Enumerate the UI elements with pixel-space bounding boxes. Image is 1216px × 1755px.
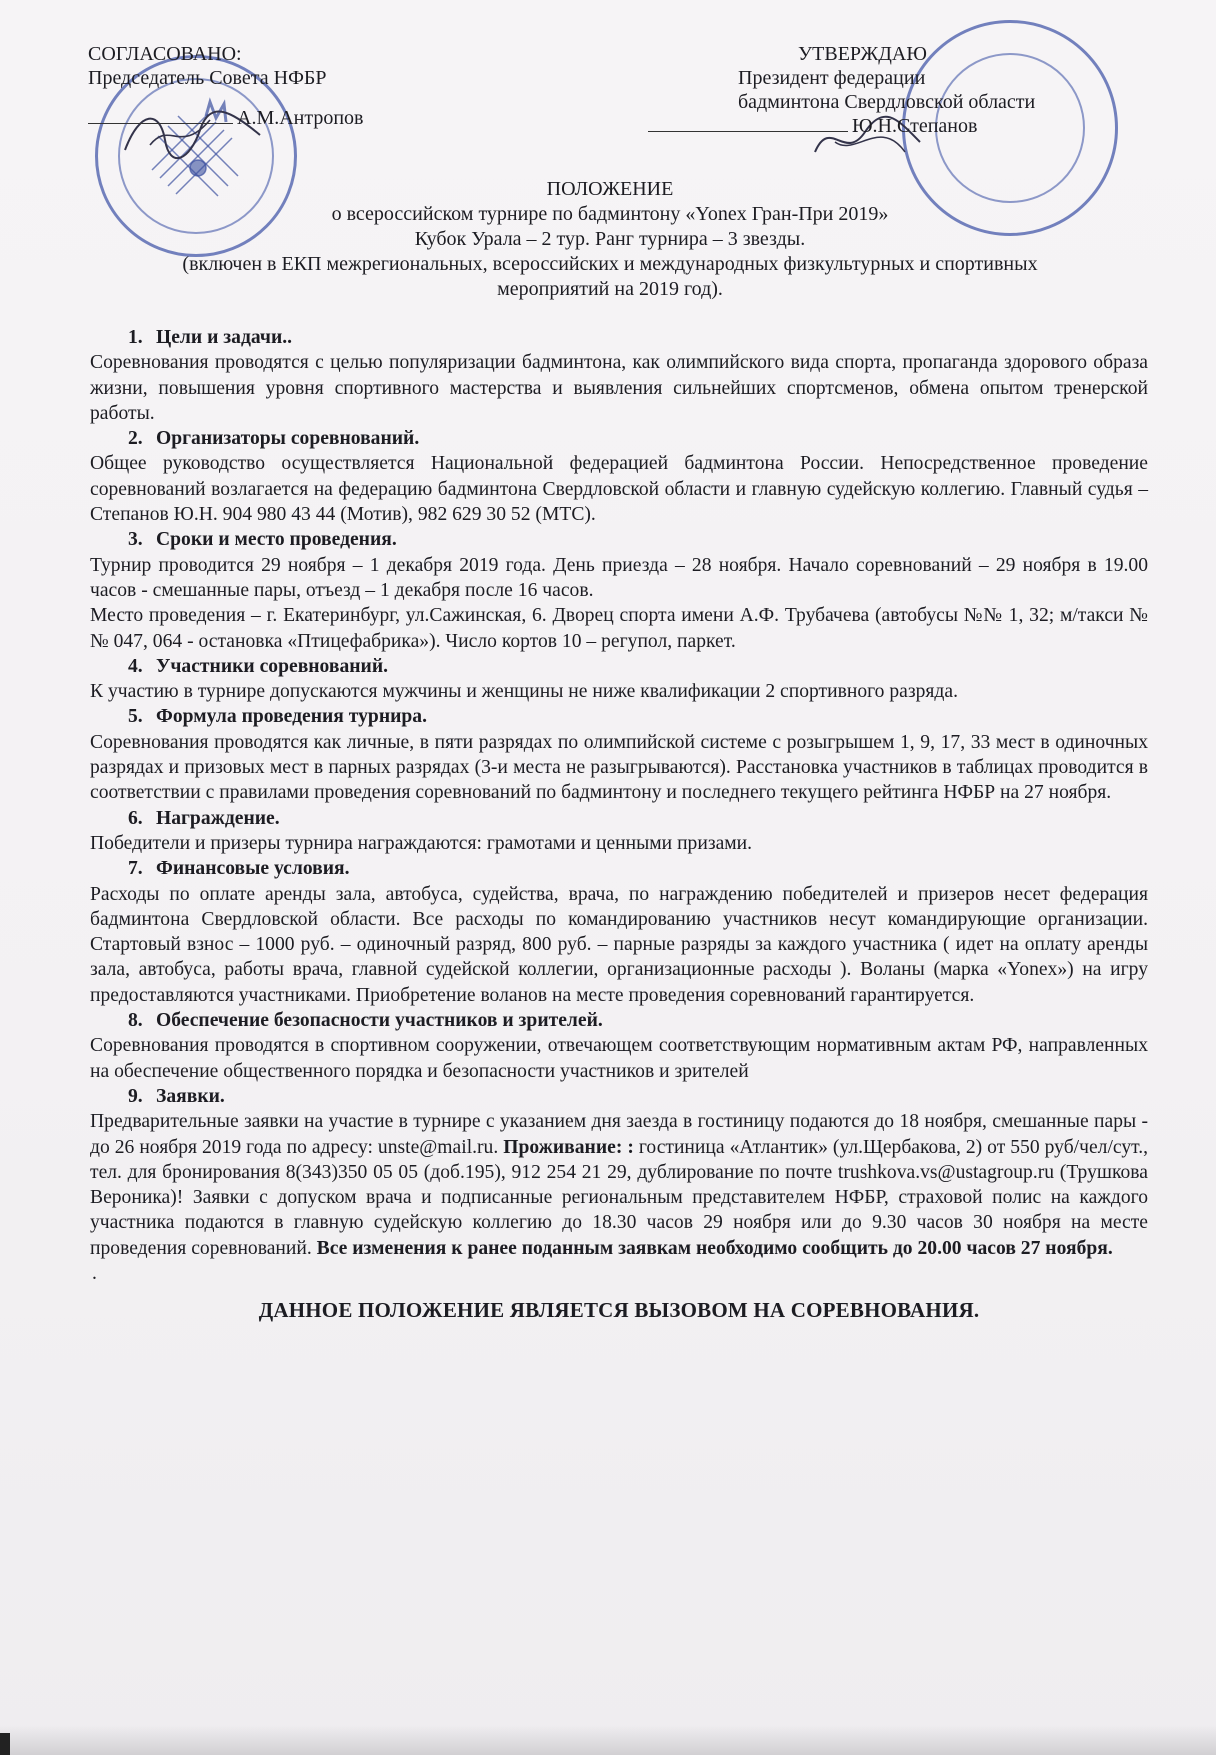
document-body xyxy=(90,325,1148,1323)
title-line-2: о всероссийском турнире по бадминтону «Yonex Гран-При 2019» xyxy=(331,203,889,225)
document-title xyxy=(90,177,1130,302)
section-9-heading: 9. Заявки. xyxy=(128,1085,225,1107)
section-6-heading: 6. Награждение. xyxy=(128,807,280,829)
title-line-4: (включен в ЕКП межрегиональных, всероссийских и международных физкультурных и спортивных xyxy=(182,253,1038,275)
section-5-text: Соревнования проводятся как личные, в пяти разрядах по олимпийской системе с розыгрышем 1, 9, 17, 33 мест в одиночных разрядах и призовых мест в парных разрядах (3-и места не разыгрываются). Расстановка участников в таблицах проводится в соответствии с правилами проведения соревнований по бадминтону и последнего текущего рейтинга НФБР на 27 ноября. xyxy=(90,731,1148,804)
section-4-text: К участию в турнире допускаются мужчины и женщины не ниже квалификации 2 спортивного разряда. xyxy=(90,681,958,703)
title-line-3: Кубок Урала – 2 тур. Ранг турнира – 3 звезды. xyxy=(414,228,806,250)
approve-title: УТВЕРЖДАЮ xyxy=(798,43,927,65)
approval-block-right xyxy=(738,42,1118,138)
section-3-text: Турнир проводится 29 ноября – 1 декабря 2019 года. День приезда – 28 ноября. Начало соревнований – 29 ноября в 19.00 часов - смешанные пары, отъезд – 1 декабря после 16 часов. xyxy=(90,554,1148,601)
approve-role-2: бадминтона Свердловской области xyxy=(738,91,1036,113)
approve-role-1: Президент федерации xyxy=(738,67,926,89)
scan-bottom-shadow xyxy=(0,1725,1216,1755)
section-3-text-2: Место проведения – г. Екатеринбург, ул.Сажинская, 6. Дворец спорта имени А.Ф. Трубачева (автобусы №№ 1, 32; м/такси №№ 047, 064 - остановка «Птицефабрика»). Число кортов 10 – регупол, паркет. xyxy=(90,605,1148,652)
section-7-text: Расходы по оплате аренды зала, автобуса, судейства, врача, по награждению победителей и призеров несет федерация бадминтона Свердловской области. Все расходы по командированию участников несут командирующие организации. Стартовый взнос – 1000 руб. – одиночный разряд, 800 руб. – парные разряды за каждого участника ( идет на оплату аренды зала, автобуса, работы врача, главной судейской коллегии, организационные расходы ). Воланы (марка «Yonex») на игру предоставляются участниками. Приобретение воланов на месте проведения соревнований гарантируется. xyxy=(90,883,1148,1006)
section-3-heading: 3. Сроки и место проведения. xyxy=(128,529,397,551)
scan-corner-mark xyxy=(0,1733,10,1755)
stray-dot: . xyxy=(92,1262,97,1284)
section-5-heading: 5. Формула проведения турнира. xyxy=(128,706,428,728)
approve-name: Ю.Н.Степанов xyxy=(852,115,978,137)
footer-notice: ДАННОЕ ПОЛОЖЕНИЕ ЯВЛЯЕТСЯ ВЫЗОВОМ НА СОРЕВНОВАНИЯ. xyxy=(258,1297,980,1322)
section-7-heading: 7. Финансовые условия. xyxy=(128,858,350,880)
section-2-text: Общее руководство осуществляется Национальной федерацией бадминтона России. Непосредственное проведение соревнований возлагается на федерацию бадминтона Свердловской области и главную судейскую коллегию. Главный судья – Степанов Ю.Н. 904 980 43 44 (Мотив), 982 629 30 52 (МТС). xyxy=(90,453,1148,526)
section-9-text: Предварительные заявки на участие в турнире с указанием дня заезда в гостиницу подаются до 18 ноября, смешанные пары - до 26 ноября 2019 года по адресу: unste@mail.ru. Проживание: : гостиница «Атлантик» (ул.Щербакова, 2) от 550 руб/чел/сут., тел. для бронирования 8(343)350 05 05 (доб.195), 912 254 21 29, дублирование по почте trushkova.vs@ustagroup.ru (Трушкова Вероника)! Заявки с допуском врача и подписанные региональным представителем НФБР, страховой полис на каждого участника подаются в главную судейскую коллегию до 18.30 часов 29 ноября или до 9.30 часов 30 ноября на месте проведения соревнований. Все изменения к ранее поданным заявкам необходимо сообщить до 20.00 часов 27 ноября. xyxy=(90,1111,1149,1259)
approval-role: Председатель Совета НФБР xyxy=(88,67,327,89)
approval-name: А.М.Антропов xyxy=(237,107,364,129)
approval-title: СОГЛАСОВАНО: xyxy=(88,43,242,65)
approval-block-left xyxy=(88,42,364,130)
section-8-text: Соревнования проводятся в спортивном сооружении, отвечающем соответствующим нормативным актам РФ, направленных на обеспечение общественного порядка и безопасности участников и зрителей xyxy=(90,1035,1148,1082)
section-4-heading: 4. Участники соревнований. xyxy=(128,655,389,677)
section-6-text: Победители и призеры турнира награждаются: грамотами и ценными призами. xyxy=(90,832,753,854)
section-8-heading: 8. Обеспечение безопасности участников и зрителей. xyxy=(128,1010,603,1032)
title-line-5: мероприятий на 2019 год). xyxy=(497,278,723,300)
section-2-heading: 2. Организаторы соревнований. xyxy=(128,428,420,450)
section-1-text: Соревнования проводятся с целью популяризации бадминтона, как олимпийского вида спорта, пропаганда здорового образа жизни, повышения уровня спортивного мастерства и выявления сильнейших спортсменов, обмена опытом тренерской работы. xyxy=(90,352,1148,424)
title-line-1: ПОЛОЖЕНИЕ xyxy=(546,178,674,200)
section-1-heading: 1. Цели и задачи.. xyxy=(128,327,293,348)
